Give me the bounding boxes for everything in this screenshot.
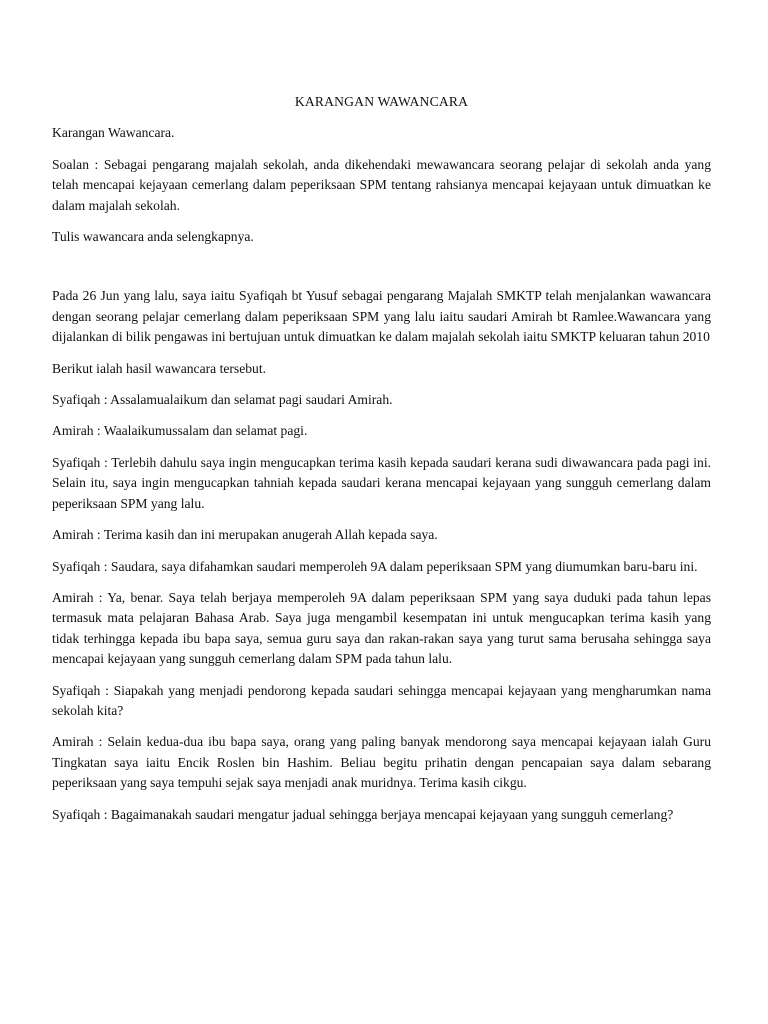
dialogue-line: Amirah : Ya, benar. Saya telah berjaya memperoleh 9A dalam peperiksaan SPM yang saya duduki pada tahun lepas termasuk mata pelajaran Bahasa Arab. Saya juga mengambil kesempatan ini untuk mengucapkan terima kasih yang tidak terhingga kepada ibu bapa saya, semua guru saya dan rakan-rakan saya yang turut sama berusaha sehingga saya mencapai kejayaan yang sungguh cemerlang dalam SPM pada tahun lalu.: [52, 589, 711, 667]
document-page: [52, 92, 711, 836]
dialogue-line: Syafiqah : Assalamualaikum dan selamat pagi saudari Amirah.: [52, 392, 393, 408]
dialogue-line: Syafiqah : Siapakah yang menjadi pendorong kepada saudari sehingga mencapai kejayaan yang mengharumkan nama sekolah kita?: [52, 682, 711, 718]
dialogue-line: Syafiqah : Saudara, saya difahamkan saudari memperoleh 9A dalam peperiksaan SPM yang diumumkan baru-baru ini.: [52, 558, 698, 574]
intro-heading: Karangan Wawancara.: [52, 125, 175, 141]
dialogue-line: Syafiqah : Bagaimanakah saudari mengatur jadual sehingga berjaya mencapai kejayaan yang sungguh cemerlang?: [52, 806, 674, 822]
dialogue-line: Amirah : Terima kasih dan ini merupakan anugerah Allah kepada saya.: [52, 527, 438, 543]
body-paragraph: Pada 26 Jun yang lalu, saya iaitu Syafiqah bt Yusuf sebagai pengarang Majalah SMKTP telah menjalankan wawancara dengan seorang pelajar cemerlang dalam peperiksaan SPM yang lalu iaitu saudari Amirah bt Ramlee.Wawancara yang dijalankan di bilik pengawas ini bertujuan untuk dimuatkan ke dalam majalah sekolah iaitu SMKTP keluaran tahun 2010: [52, 288, 711, 345]
dialogue-line: Amirah : Selain kedua-dua ibu bapa saya, orang yang paling banyak mendorong saya mencapai kejayaan ialah Guru Tingkatan saya iaitu Encik Roslen bin Hashim. Beliau begitu prihatin dengan pencapaian saya dalam sebarang peperiksaan yang saya tempuhi sejak saya menjadi anak muridnya. Terima kasih cikgu.: [52, 734, 711, 791]
document-title: KARANGAN WAWANCARA: [294, 94, 469, 109]
body-paragraph: Berikut ialah hasil wawancara tersebut.: [52, 360, 267, 376]
section-gap: [52, 258, 711, 286]
dialogue-line: Syafiqah : Terlebih dahulu saya ingin mengucapkan terima kasih kepada saudari kerana sudi diwawancara pada pagi ini. Selain itu, saya ingin mengucapkan tahniah kepada saudari kerana mencapai kejayaan yang sungguh cemerlang dalam peperiksaan SPM yang lalu.: [52, 454, 711, 511]
question-prompt: Soalan : Sebagai pengarang majalah sekolah, anda dikehendaki mewawancara seorang pelajar di sekolah anda yang telah mencapai kejayaan cemerlang dalam peperiksaan SPM tentang rahsianya mencapai kejayaan untuk dimuatkan ke dalam majalah sekolah.: [52, 156, 711, 213]
dialogue-line: Amirah : Waalaikumussalam dan selamat pagi.: [52, 423, 308, 439]
instruction-text: Tulis wawancara anda selengkapnya.: [52, 229, 254, 245]
